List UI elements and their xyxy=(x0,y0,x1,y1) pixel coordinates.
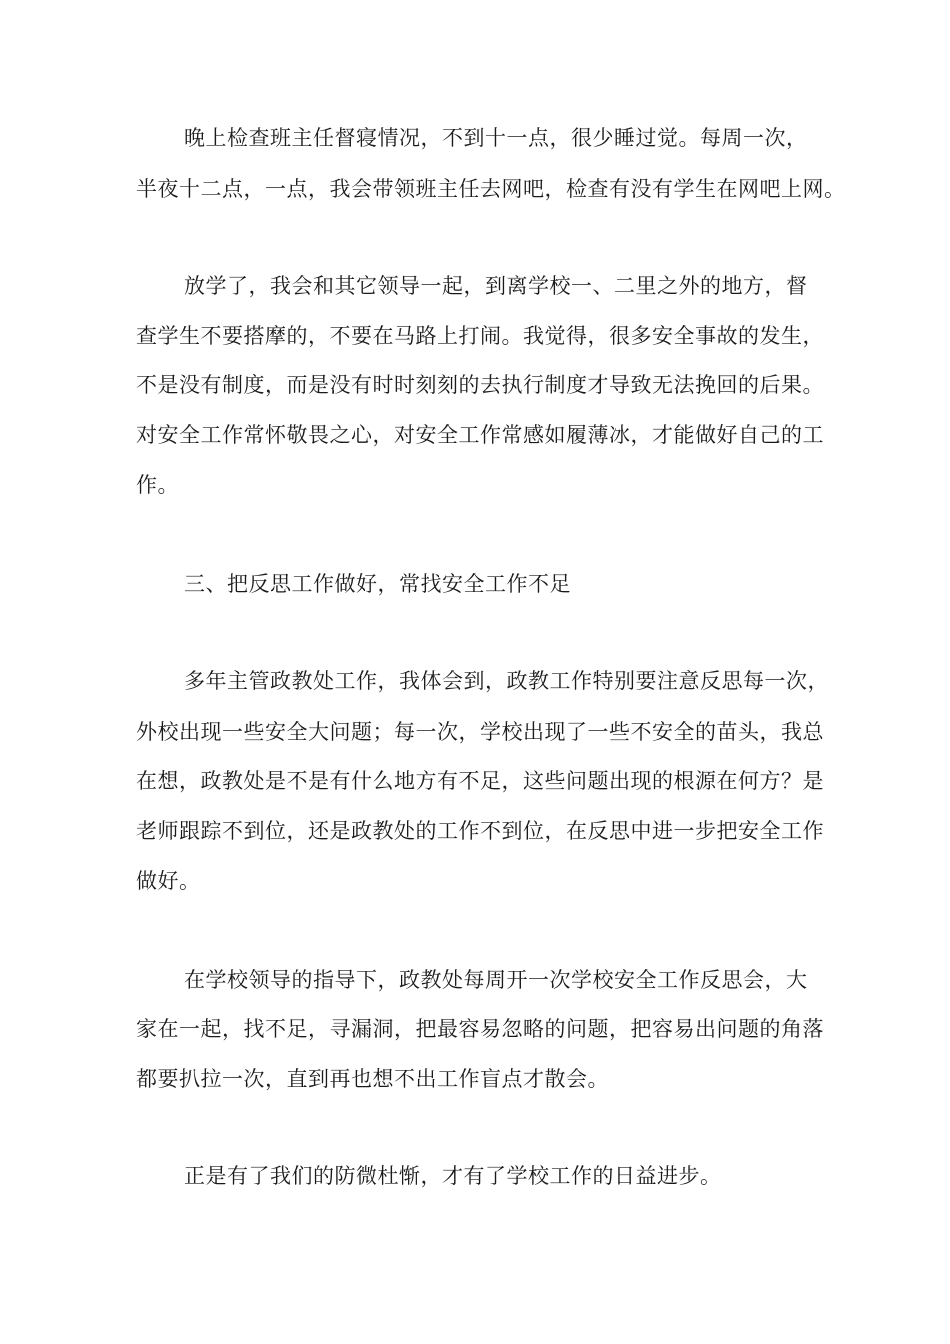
paragraph-3-line-2: 外校出现一些安全大问题；每一次，学校出现了一些不安全的苗头，我总 xyxy=(136,720,824,744)
paragraph-4-line-2: 家在一起，找不足，寻漏洞，把最容易忽略的问题，把容易出问题的角落 xyxy=(136,1017,824,1041)
paragraph-2-line-3: 不是没有制度，而是没有时时刻刻的去执行制度才导致无法挽回的后果。 xyxy=(136,373,824,397)
paragraph-1-line-2: 半夜十二点，一点，我会带领班主任去网吧，检查有没有学生在网吧上网。 xyxy=(136,177,846,201)
paragraph-2-line-1: 放学了，我会和其它领导一起，到离学校一、二里之外的地方，督 xyxy=(184,274,808,298)
section-heading: 三、把反思工作做好，常找安全工作不足 xyxy=(184,572,571,596)
paragraph-2-line-4: 对安全工作常怀敬畏之心，对安全工作常感如履薄冰，才能做好自己的工 xyxy=(136,423,824,447)
paragraph-5-line-1: 正是有了我们的防微杜惭，才有了学校工作的日益进步。 xyxy=(184,1164,722,1188)
paragraph-1-line-1: 晚上检查班主任督寝情况，不到十一点，很少睡过觉。每周一次， xyxy=(184,126,808,150)
paragraph-2-line-5: 作。 xyxy=(136,473,179,497)
paragraph-4-line-3: 都要扒拉一次，直到再也想不出工作盲点才散会。 xyxy=(136,1067,609,1091)
paragraph-2-line-2: 查学生不要搭摩的，不要在马路上打闹。我觉得，很多安全事故的发生， xyxy=(136,324,824,348)
paragraph-3-line-5: 做好。 xyxy=(136,869,201,893)
paragraph-3-line-1: 多年主管政教处工作，我体会到，政教工作特别要注意反思每一次， xyxy=(184,669,829,693)
paragraph-4-line-1: 在学校领导的指导下，政教处每周开一次学校安全工作反思会，大 xyxy=(184,968,808,992)
paragraph-3-line-4: 老师跟踪不到位，还是政教处的工作不到位，在反思中进一步把安全工作 xyxy=(136,819,824,843)
paragraph-3-line-3: 在想，政教处是不是有什么地方有不足，这些问题出现的根源在何方？是 xyxy=(136,769,824,793)
